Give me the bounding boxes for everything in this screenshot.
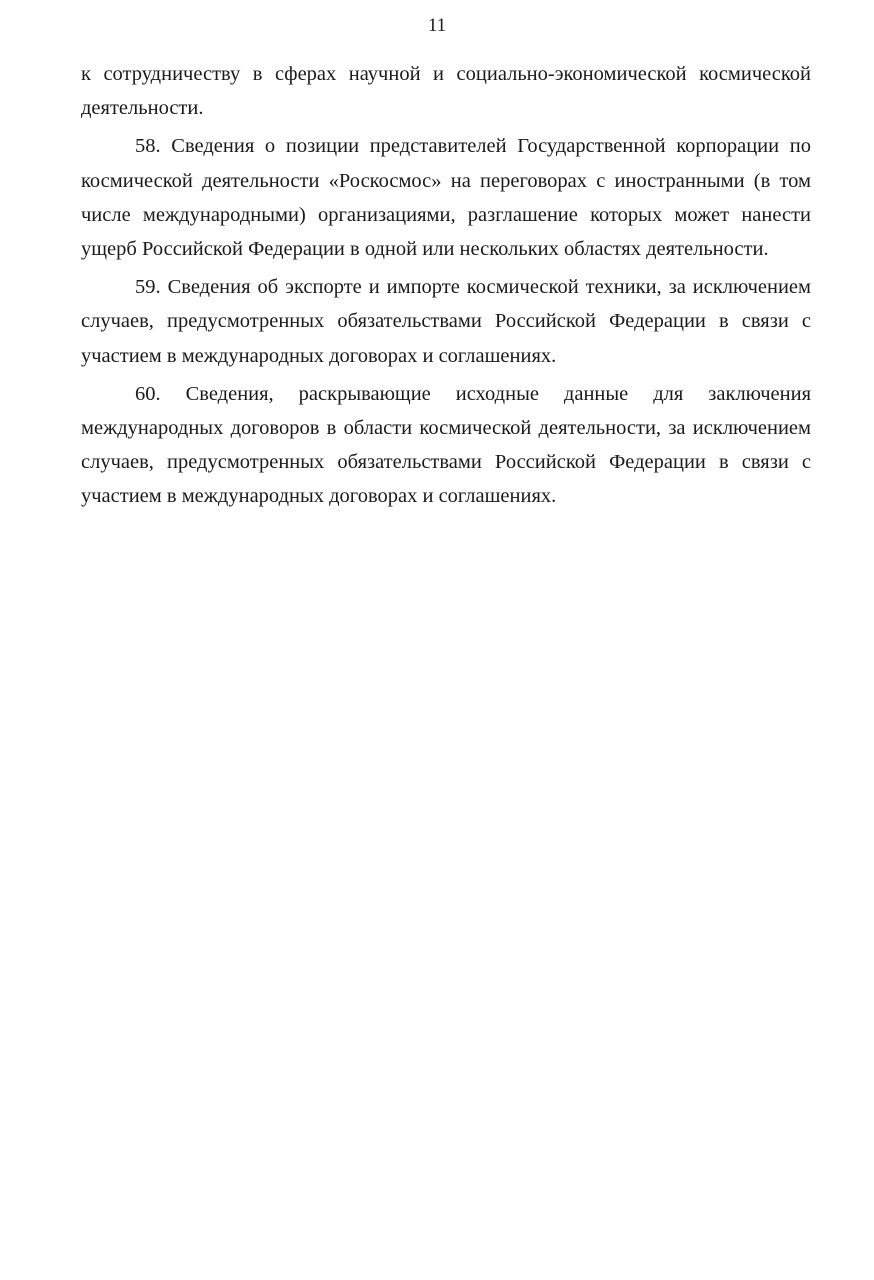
paragraph-item-59: 59. Сведения об экспорте и импорте космической техники, за исключением случаев, предусмотренных обязательствами Российской Федерации в связи с участием в международных договорах и соглашениях. [81,276,811,367]
paragraph-item-60: 60. Сведения, раскрывающие исходные данные для заключения международных договоров в области космической деятельности, за исключением случаев, предусмотренных обязательствами Российской Федерации в связи с участием в международных договорах и соглашениях. [81,382,811,508]
page-number: 11 [427,15,447,36]
paragraph-continuation: к сотрудничеству в сферах научной и социально-экономической космической деятельности. [81,63,811,120]
paragraph-item-58: 58. Сведения о позиции представителей Государственной корпорации по космической деятельности «Роскосмос» на переговорах с иностранными (в том числе международными) организациями, разглашение которых может нанести ущерб Российской Федерации в одной или нескольких областях деятельности. [81,135,811,261]
document-body [81,57,811,514]
